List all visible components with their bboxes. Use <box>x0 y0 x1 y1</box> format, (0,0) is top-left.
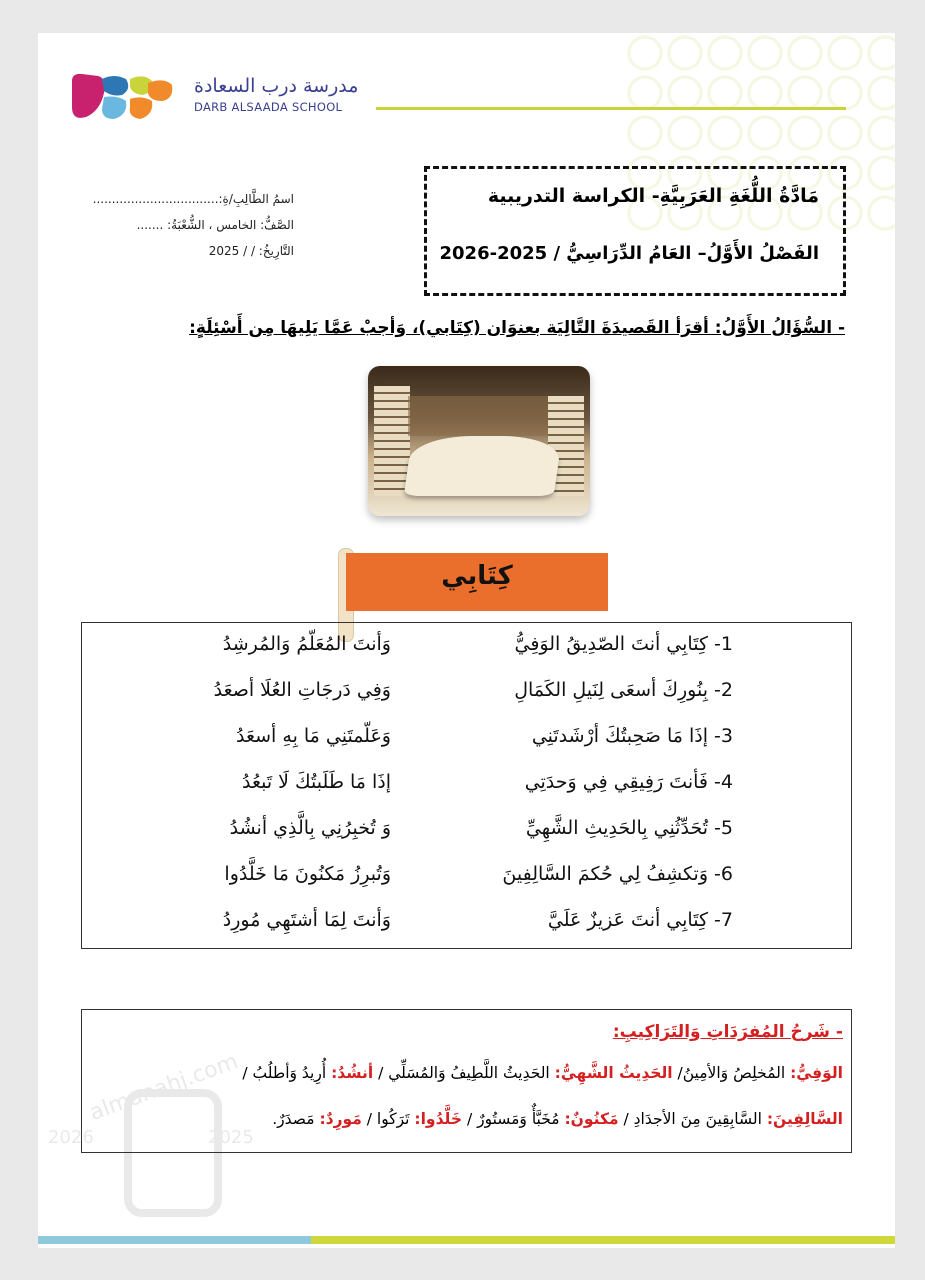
poem-title: كِتَابِي <box>441 561 513 591</box>
school-name-arabic: مدرسة درب السعادة <box>194 75 359 97</box>
verse-6-first: 6- وَتكشِفُ لِي حُكمَ السَّالِفِينَ <box>502 863 733 885</box>
verse-4-first: 4- فَأنتَ رَفِيقِي فِي وَحدَتِي <box>524 771 733 793</box>
term: أنشُدُ: <box>331 1064 374 1082</box>
verse-7-second: وَأنتَ لِمَا أشتَهِي مُورِدُ <box>222 909 391 931</box>
verse-4-second: إذَا مَا طَلَبتُكَ لَا تَبعُدُ <box>241 771 391 793</box>
term: الوَفِيُّ: <box>790 1064 843 1082</box>
definition: المُخلِصُ وَالأمِينُ/ <box>672 1064 791 1082</box>
term-year: الفَصْلُ الأَوَّلُ– العَامُ الدِّرَاسِيُّ / 2025-2026 <box>439 243 819 264</box>
vocabulary-row-2 <box>272 1110 843 1128</box>
vocabulary-heading: - شَرحُ المُفرَدَاتِ وَالتَرَاكِيبِ: <box>612 1022 843 1042</box>
verse-6-second: وَتُبرِزُ مَكنُونَ مَا خَلَّدُوا <box>224 863 391 885</box>
verse-2-first: 2- بِنُورِكَ أسعَى لِنَيلِ الكَمَالِ <box>514 679 733 701</box>
watermark-site: almanahj.com <box>86 1049 242 1126</box>
verse-5-second: وَ تُخبِرُنِي بِالَّذِي أنشُدُ <box>229 817 391 839</box>
term: مَكنُونٌ: <box>564 1110 619 1128</box>
definition: مُخَبَّأٌ وَمَستُورٌ / <box>462 1110 565 1128</box>
school-name-english: DARB ALSAADA SCHOOL <box>194 100 343 114</box>
poem-box <box>81 622 852 949</box>
watermark-year: 2026 <box>48 1127 94 1148</box>
verse-2-second: وَفِي دَرجَاتِ العُلَا أصعَدُ <box>213 679 391 701</box>
verse-1-second: وَأنتَ المُعَلّمُ وَالمُرشِدُ <box>222 633 391 655</box>
class-section-field: الصَّفُّ: الخامس ، الشُّعْبَةُ: ....... <box>136 218 294 232</box>
worksheet-page <box>38 33 895 1248</box>
verse-7-first: 7- كِتَابِي أنتَ عَزيزٌ عَلَيَّ <box>547 909 733 931</box>
school-logo <box>68 71 178 125</box>
footer-bar-green <box>311 1236 895 1244</box>
verse-1-first: 1- كِتَابِي أنتَ الصّدِيقُ الوَفِيُّ <box>514 633 733 655</box>
definition: أُرِيدُ وَأطلُبُ / <box>242 1064 332 1082</box>
definition: السَّابِقِينَ مِنَ الأجدَادِ / <box>618 1110 767 1128</box>
student-name-field: اسمُ الطَّالِبِ/ةِ:................................. <box>92 192 294 206</box>
term: مَورِدٌ: <box>319 1110 362 1128</box>
student-info <box>70 186 294 264</box>
verse-5-first: 5- تُحَدِّثُنِي بِالحَدِيثِ الشَّهِيِّ <box>525 817 733 839</box>
header-divider <box>376 107 846 110</box>
subject-title: مَادَّةُ اللُّغَةِ العَرَبِيَّةِ- الكراسة التدريبية <box>487 185 819 207</box>
definition: الحَدِيثُ اللَّطِيفُ وَالمُسَلِّي / <box>373 1064 555 1082</box>
verse-3-first: 3- إذَا مَا صَحِبتُكَ أرْشَدتَنِي <box>531 725 733 747</box>
term: خَلَّدُوا: <box>414 1110 463 1128</box>
term: الحَدِيثُ الشَّهِيُّ: <box>554 1064 673 1082</box>
poem-title-banner <box>346 553 608 611</box>
definition: تَرَكُوا / <box>361 1110 415 1128</box>
vocabulary-row-1 <box>242 1064 843 1082</box>
books-image <box>368 366 590 516</box>
vocabulary-box <box>81 1009 852 1153</box>
open-book <box>404 436 562 496</box>
verse-3-second: وَعَلّمتَنِي مَا بِهِ أسعَدُ <box>236 725 391 747</box>
subject-box <box>424 166 846 296</box>
watermark-year-2: 2025 <box>208 1127 254 1148</box>
definition: مَصدَرٌ. <box>272 1110 320 1128</box>
question-one: - السُّؤَالُ الأَوَّلُ: أقرَأ القَصيدَةَ التَّالِيَة بعنوَان (كِتَابي)، وَأجبْ عَمَّا يَلِيهَا مِن أَسْئِلَةٍ: <box>189 318 845 338</box>
term: السَّالِفِينَ: <box>766 1110 843 1128</box>
footer-bar-blue <box>38 1236 311 1244</box>
date-field: التَّارِيخُ: / / 2025 <box>208 244 294 258</box>
